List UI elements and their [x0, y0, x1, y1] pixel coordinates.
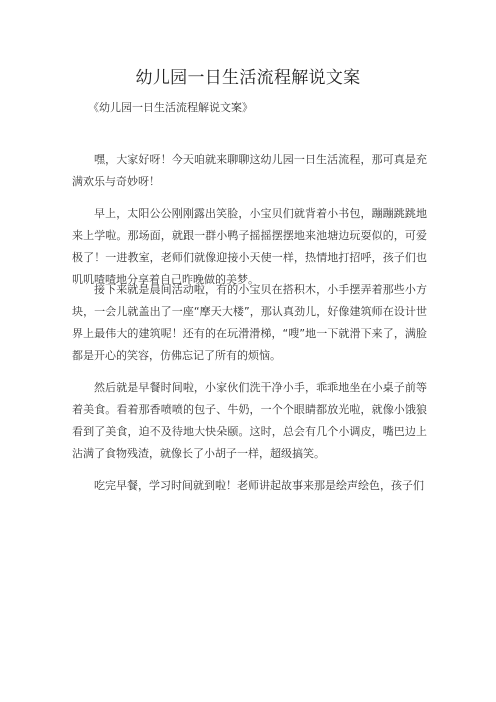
document-title: 幼儿园一日生活流程解说文案 — [135, 68, 361, 88]
paragraph-morning-arrival: 早上，太阳公公刚刚露出笑脸，小宝贝们就背着小书包，蹦蹦跳跳地来上学啦。那场面，就跟一群小鸭子摇摇摆摆地来池塘边玩耍似的，可爱极了！一进教室，老师们就像迎接小天使一样，热情地打招呼，孩子们也叽叽喳喳地分享着自己昨晚做的美梦。 — [72, 207, 427, 286]
paragraph-study-time: 吃完早餐，学习时间就到啦！老师讲起故事来那是绘声绘色，孩子们 — [94, 479, 424, 492]
paragraph-greeting: 嘿，大家好呀！今天咱就来聊聊这幼儿园一日生活流程，那可真是充满欢乐与奇妙呀！ — [72, 153, 427, 188]
paragraph-breakfast: 然后就是早餐时间啦，小家伙们洗干净小手，乖乖地坐在小桌子前等着美食。看着那香喷喷的包子、牛奶，一个个眼睛都放光啦，就像小饿狼看到了美食，迫不及待地大快朵颐。这时，总会有几个小调皮，嘴巴边上沾满了食物残渣，就像长了小胡子一样，超级搞笑。 — [72, 381, 427, 460]
document-subtitle: 《幼儿园一日生活流程解说文案》 — [88, 101, 253, 114]
paragraph-morning-activity: 接下来就是晨间活动啦，有的小宝贝在搭积木，小手摆弄着那些小方块，一会儿就盖出了一座“摩天大楼”，那认真劲儿，好像建筑师在设计世界上最伟大的建筑呢！还有的在玩滑滑梯，“嗖”地一下就滑下来了，满脸都是开心的笑容，仿佛忘记了所有的烦恼。 — [72, 283, 427, 362]
